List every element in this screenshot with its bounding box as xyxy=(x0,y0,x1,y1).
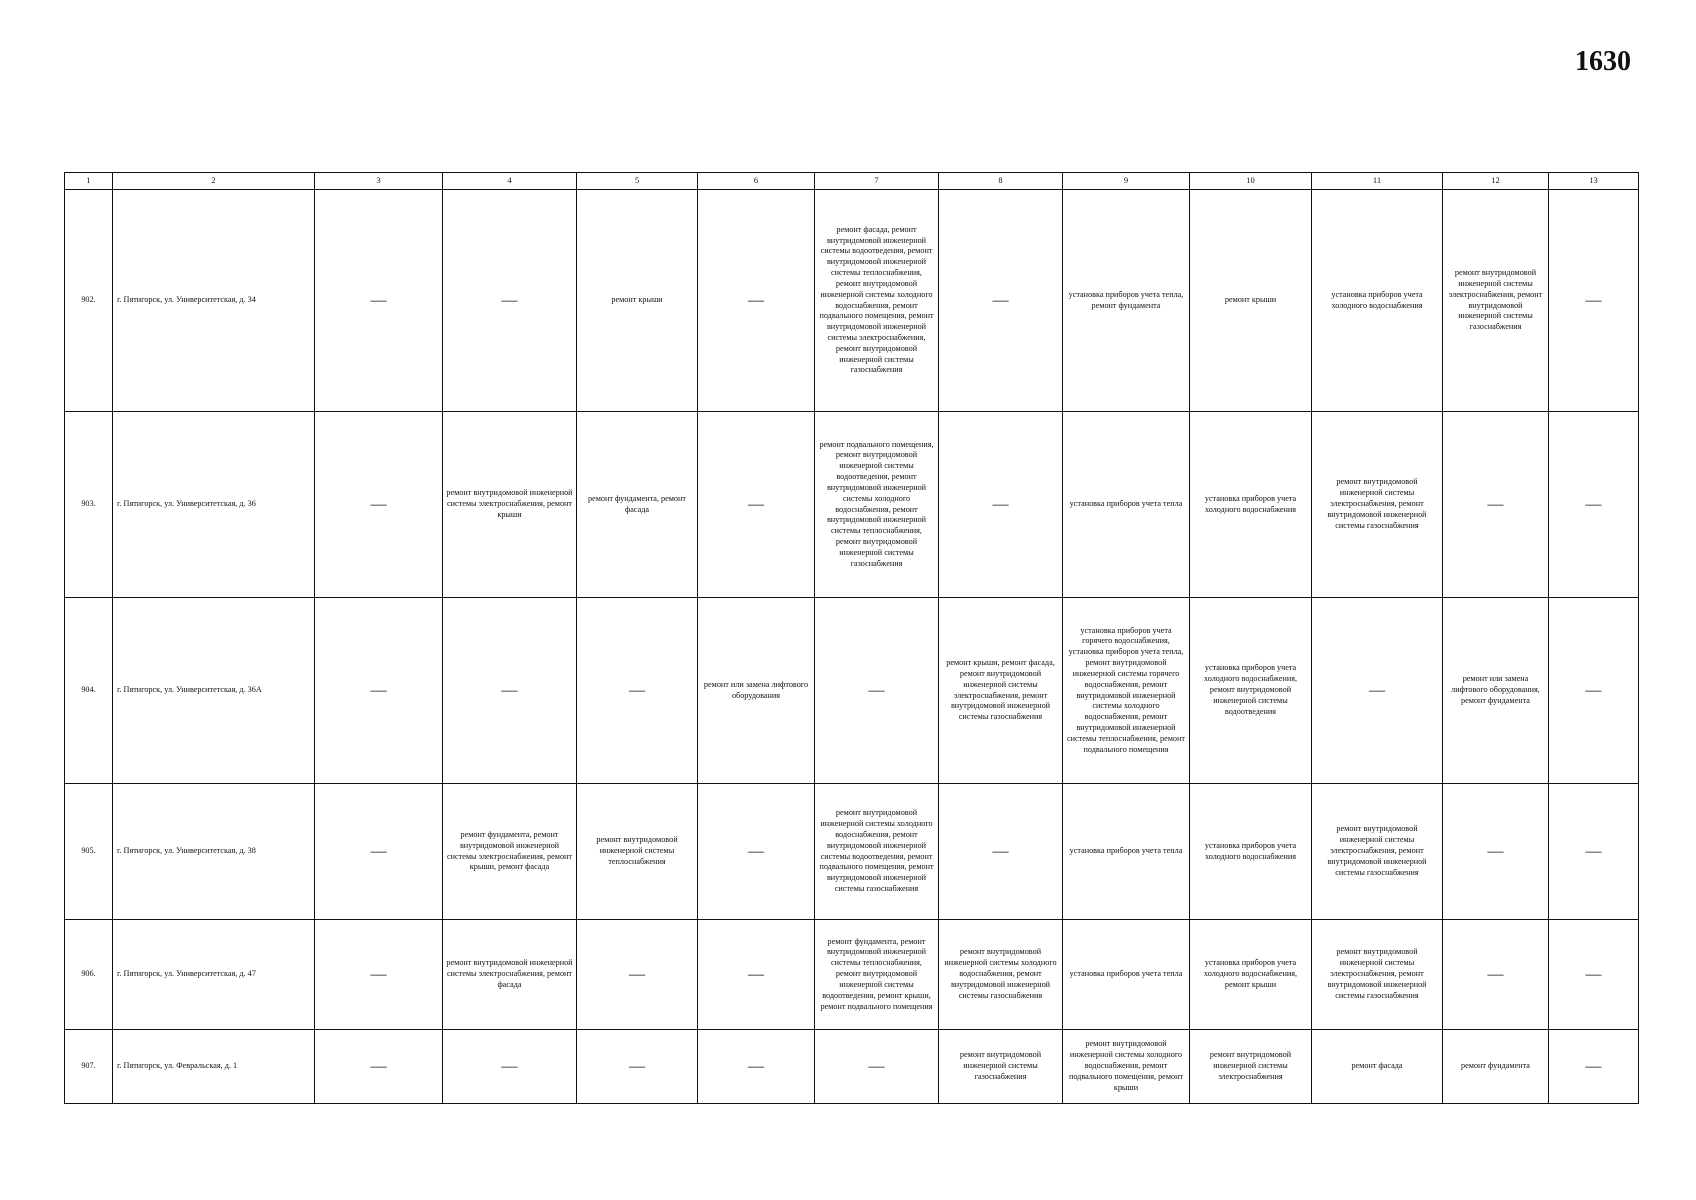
table-cell: — xyxy=(443,190,577,412)
table-cell: ремонт внутридомовой инженерной системы холодного водоснабжения, ремонт внутридомовой инженерной системы газоснабжения xyxy=(939,920,1063,1030)
row-number: 902. xyxy=(65,190,113,412)
table-cell: установка приборов учета холодного водоснабжения xyxy=(1190,784,1312,920)
table-row xyxy=(65,190,1639,412)
table-cell: — xyxy=(939,190,1063,412)
address-cell: г. Пятигорск, ул. Февральская, д. 1 xyxy=(113,1030,315,1104)
table-cell: — xyxy=(1549,784,1639,920)
table-cell: ремонт внутридомовой инженерной системы электроснабжения, ремонт внутридомовой инженерной системы газоснабжения xyxy=(1312,412,1443,598)
table-cell: ремонт фасада xyxy=(1312,1030,1443,1104)
table-cell: ремонт внутридомовой инженерной системы теплоснабжения xyxy=(577,784,698,920)
table-cell: — xyxy=(443,598,577,784)
table-cell: — xyxy=(1549,190,1639,412)
column-header: 1 xyxy=(65,173,113,190)
table-cell: — xyxy=(1549,598,1639,784)
table-cell: ремонт крыши xyxy=(1190,190,1312,412)
table-cell: — xyxy=(1312,598,1443,784)
table-cell: — xyxy=(698,920,815,1030)
table-cell: — xyxy=(315,190,443,412)
table-cell: установка приборов учета холодного водоснабжения, ремонт внутридомовой инженерной системы водоотведения xyxy=(1190,598,1312,784)
table-row xyxy=(65,598,1639,784)
table-cell: — xyxy=(315,598,443,784)
repair-schedule-table xyxy=(64,172,1639,1104)
row-number: 907. xyxy=(65,1030,113,1104)
table-cell: — xyxy=(698,190,815,412)
table-cell: установка приборов учета холодного водоснабжения, ремонт крыши xyxy=(1190,920,1312,1030)
table-cell: — xyxy=(1443,920,1549,1030)
column-header: 9 xyxy=(1063,173,1190,190)
table-row xyxy=(65,784,1639,920)
table-cell: установка приборов учета тепла, ремонт фундамента xyxy=(1063,190,1190,412)
table-cell: установка приборов учета тепла xyxy=(1063,920,1190,1030)
table-row xyxy=(65,920,1639,1030)
table-cell: ремонт или замена лифтового оборудования xyxy=(698,598,815,784)
table-cell: — xyxy=(698,1030,815,1104)
table-cell: ремонт фундамента, ремонт внутридомовой инженерной системы электроснабжения, ремонт крыши, ремонт фасада xyxy=(443,784,577,920)
column-header: 12 xyxy=(1443,173,1549,190)
row-number: 904. xyxy=(65,598,113,784)
table-cell: — xyxy=(577,598,698,784)
row-number: 906. xyxy=(65,920,113,1030)
table-cell: — xyxy=(815,1030,939,1104)
row-number: 905. xyxy=(65,784,113,920)
table-cell: ремонт крыши, ремонт фасада, ремонт внутридомовой инженерной системы электроснабжения, ремонт внутридомовой инженерной системы газоснабжения xyxy=(939,598,1063,784)
table-cell: — xyxy=(939,784,1063,920)
table-cell: — xyxy=(577,1030,698,1104)
table-row xyxy=(65,412,1639,598)
address-cell: г. Пятигорск, ул. Университетская, д. 47 xyxy=(113,920,315,1030)
table-cell: — xyxy=(698,784,815,920)
table-cell: — xyxy=(315,920,443,1030)
table-cell: — xyxy=(1549,1030,1639,1104)
table-cell: — xyxy=(315,1030,443,1104)
table-cell: ремонт подвального помещения, ремонт внутридомовой инженерной системы водоотведения, ремонт внутридомовой инженерной системы холодного водоснабжения, ремонт внутридомовой инженерной системы теплоснабжения, ремонт внутридомовой инженерной системы газоснабжения xyxy=(815,412,939,598)
address-cell: г. Пятигорск, ул. Университетская, д. 34 xyxy=(113,190,315,412)
table-cell: — xyxy=(939,412,1063,598)
table-cell: установка приборов учета тепла xyxy=(1063,412,1190,598)
table-cell: ремонт внутридомовой инженерной системы газоснабжения xyxy=(939,1030,1063,1104)
table-cell: ремонт фундамента xyxy=(1443,1030,1549,1104)
column-header: 3 xyxy=(315,173,443,190)
table-cell: установка приборов учета холодного водоснабжения xyxy=(1312,190,1443,412)
column-header: 5 xyxy=(577,173,698,190)
table-cell: ремонт внутридомовой инженерной системы электроснабжения, ремонт внутридомовой инженерной системы газоснабжения xyxy=(1312,784,1443,920)
table-cell: — xyxy=(698,412,815,598)
row-number: 903. xyxy=(65,412,113,598)
table-cell: ремонт или замена лифтового оборудования, ремонт фундамента xyxy=(1443,598,1549,784)
column-header: 13 xyxy=(1549,173,1639,190)
column-header: 11 xyxy=(1312,173,1443,190)
address-cell: г. Пятигорск, ул. Университетская, д. 36А xyxy=(113,598,315,784)
table-cell: ремонт фундамента, ремонт внутридомовой инженерной системы теплоснабжения, ремонт внутридомовой инженерной системы водоотведения, ремонт крыши, ремонт подвального помещения xyxy=(815,920,939,1030)
table-cell: ремонт внутридомовой инженерной системы холодного водоснабжения, ремонт внутридомовой инженерной системы водоотведения, ремонт подвального помещения, ремонт внутридомовой инженерной системы газоснабжения xyxy=(815,784,939,920)
table-cell: — xyxy=(315,412,443,598)
table-cell: ремонт фасада, ремонт внутридомовой инженерной системы водоотведения, ремонт внутридомовой инженерной системы теплоснабжения, ремонт внутридомовой инженерной системы холодного водоснабжения, ремонт подвального помещения, ремонт внутридомовой инженерной системы электроснабжения, ремонт внутридомовой инженерной системы газоснабжения xyxy=(815,190,939,412)
table-cell: — xyxy=(443,1030,577,1104)
table-cell: установка приборов учета холодного водоснабжения xyxy=(1190,412,1312,598)
table-cell: — xyxy=(1443,784,1549,920)
table-cell: ремонт внутридомовой инженерной системы электроснабжения, ремонт внутридомовой инженерной системы газоснабжения xyxy=(1312,920,1443,1030)
table-cell: — xyxy=(815,598,939,784)
table-cell: ремонт фундамента, ремонт фасада xyxy=(577,412,698,598)
column-number-row xyxy=(65,173,1639,190)
table-cell: установка приборов учета тепла xyxy=(1063,784,1190,920)
table-row xyxy=(65,1030,1639,1104)
table-cell: ремонт внутридомовой инженерной системы электроснабжения, ремонт фасада xyxy=(443,920,577,1030)
table-cell: установка приборов учета горячего водоснабжения, установка приборов учета тепла, ремонт внутридомовой инженерной системы горячего водоснабжения, ремонт внутридомовой инженерной системы холодного водоснабжения, ремонт внутридомовой инженерной системы теплоснабжения, ремонт подвального помещения xyxy=(1063,598,1190,784)
column-header: 2 xyxy=(113,173,315,190)
table-cell: — xyxy=(315,784,443,920)
column-header: 6 xyxy=(698,173,815,190)
table-cell: — xyxy=(1549,412,1639,598)
column-header: 8 xyxy=(939,173,1063,190)
address-cell: г. Пятигорск, ул. Университетская, д. 38 xyxy=(113,784,315,920)
table-cell: ремонт внутридомовой инженерной системы электроснабжения, ремонт внутридомовой инженерной системы газоснабжения xyxy=(1443,190,1549,412)
table-cell: ремонт внутридомовой инженерной системы электроснабжения xyxy=(1190,1030,1312,1104)
table-cell: — xyxy=(1443,412,1549,598)
column-header: 7 xyxy=(815,173,939,190)
table-cell: — xyxy=(1549,920,1639,1030)
table-cell: ремонт внутридомовой инженерной системы холодного водоснабжения, ремонт подвального помещения, ремонт крыши xyxy=(1063,1030,1190,1104)
table-cell: — xyxy=(577,920,698,1030)
table-cell: ремонт внутридомовой инженерной системы электроснабжения, ремонт крыши xyxy=(443,412,577,598)
column-header: 10 xyxy=(1190,173,1312,190)
table-cell: ремонт крыши xyxy=(577,190,698,412)
address-cell: г. Пятигорск, ул. Университетская, д. 36 xyxy=(113,412,315,598)
column-header: 4 xyxy=(443,173,577,190)
page-number: 1630 xyxy=(1575,46,1631,77)
